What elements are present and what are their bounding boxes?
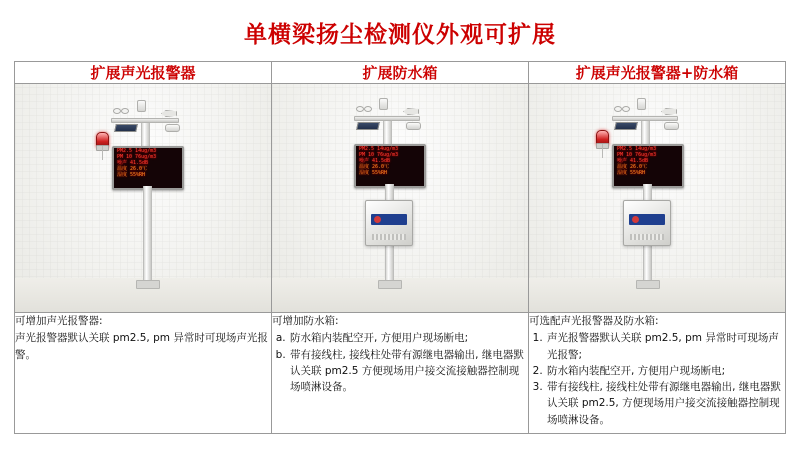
description-list (272, 330, 528, 395)
column-header-2: 扩展防水箱 (272, 62, 529, 84)
product-photo-2 (272, 84, 529, 313)
column-header-1: 扩展声光报警器 (15, 62, 272, 84)
led-line: PM 10 76ug/m3 (617, 152, 657, 158)
led-line: 噪声 41.5dB (617, 158, 649, 164)
description-cell-2 (272, 313, 529, 434)
description-cell-1 (15, 313, 272, 434)
anemometer-icon (113, 108, 129, 118)
crossbeam (612, 116, 678, 121)
product-photo-1 (15, 84, 272, 313)
crossbeam (354, 116, 420, 121)
led-line: 温度 26.0℃ (617, 164, 648, 170)
led-line: 温度 26.0℃ (359, 164, 390, 170)
description-line: 声光报警器默认关联 pm2.5, pm 异常时可现场声光报警。 (15, 332, 268, 361)
table-header-row (15, 62, 786, 84)
mast-upper (141, 120, 150, 146)
scene-3 (529, 84, 785, 312)
mast-upper (641, 118, 650, 144)
waterproof-box (623, 200, 671, 246)
main-pole (143, 186, 152, 282)
camera-icon (165, 124, 180, 132)
comparison-table (14, 61, 786, 434)
pole-base (636, 280, 660, 289)
alarm-wire (102, 146, 103, 160)
product-photo-3 (529, 84, 786, 313)
solar-panel (114, 124, 138, 132)
solar-panel (614, 122, 638, 130)
column-header-3: 扩展声光报警器+防水箱 (529, 62, 786, 84)
list-item: 1. 声光报警器默认关联 pm2.5, pm 异常时可现场声光报警; (546, 330, 785, 363)
table-description-row (15, 313, 786, 434)
dust-sensor (637, 98, 646, 110)
led-line: PM2.5 14ug/m3 (117, 148, 157, 154)
led-line: PM2.5 14ug/m3 (359, 146, 399, 152)
led-display-2 (354, 144, 426, 188)
led-line: 温度 26.0℃ (117, 166, 148, 172)
scene-1 (15, 84, 271, 312)
page-title: 单横梁扬尘检测仪外观可扩展 (244, 22, 556, 48)
description-heading: 可选配声光报警器及防水箱: (529, 315, 659, 327)
led-line: 湿度 55%RH (117, 172, 146, 178)
led-line: 噪声 41.5dB (117, 160, 149, 166)
mast-upper (383, 118, 392, 144)
description-cell-3 (529, 313, 786, 434)
dust-sensor (137, 100, 146, 112)
led-line: 噪声 41.5dB (359, 158, 391, 164)
led-line: 湿度 55%RH (617, 170, 646, 176)
list-item: 3. 带有接线柱, 接线柱处带有源继电器输出, 继电器默认关联 pm2.5, 方便现场用户接交流接触器控制现场喷淋设备。 (546, 379, 785, 428)
crossbeam (111, 118, 179, 123)
led-line: PM 10 76ug/m3 (359, 152, 399, 158)
camera-icon (664, 122, 679, 130)
box-label (371, 214, 407, 225)
description-heading: 可增加声光报警器: (15, 315, 103, 327)
led-display-3 (612, 144, 684, 188)
dust-sensor (379, 98, 388, 110)
led-display-1 (112, 146, 184, 190)
anemometer-icon (356, 106, 372, 116)
camera-icon (406, 122, 421, 130)
scene-2 (272, 84, 528, 312)
list-item: 2. 防水箱内装配空开, 方便用户现场断电; (546, 363, 785, 379)
table-photo-row (15, 84, 786, 313)
list-item: a. 防水箱内装配空开, 方便用户现场断电; (289, 330, 528, 346)
box-vent (372, 234, 406, 240)
anemometer-icon (614, 106, 630, 116)
box-label (629, 214, 665, 225)
alarm-wire (602, 144, 603, 158)
list-item: b. 带有接线柱, 接线柱处带有源继电器输出, 继电器默认关联 pm2.5 方便现场用户接交流接触器控制现场喷淋设备。 (289, 347, 528, 396)
box-vent (630, 234, 664, 240)
led-line: 湿度 55%RH (359, 170, 388, 176)
pole-base (136, 280, 160, 289)
solar-panel (356, 122, 380, 130)
description-heading: 可增加防水箱: (272, 315, 339, 327)
led-line: PM2.5 14ug/m3 (617, 146, 657, 152)
waterproof-box (365, 200, 413, 246)
pole-base (378, 280, 402, 289)
description-list (529, 330, 785, 428)
led-line: PM 10 76ug/m3 (117, 154, 157, 160)
